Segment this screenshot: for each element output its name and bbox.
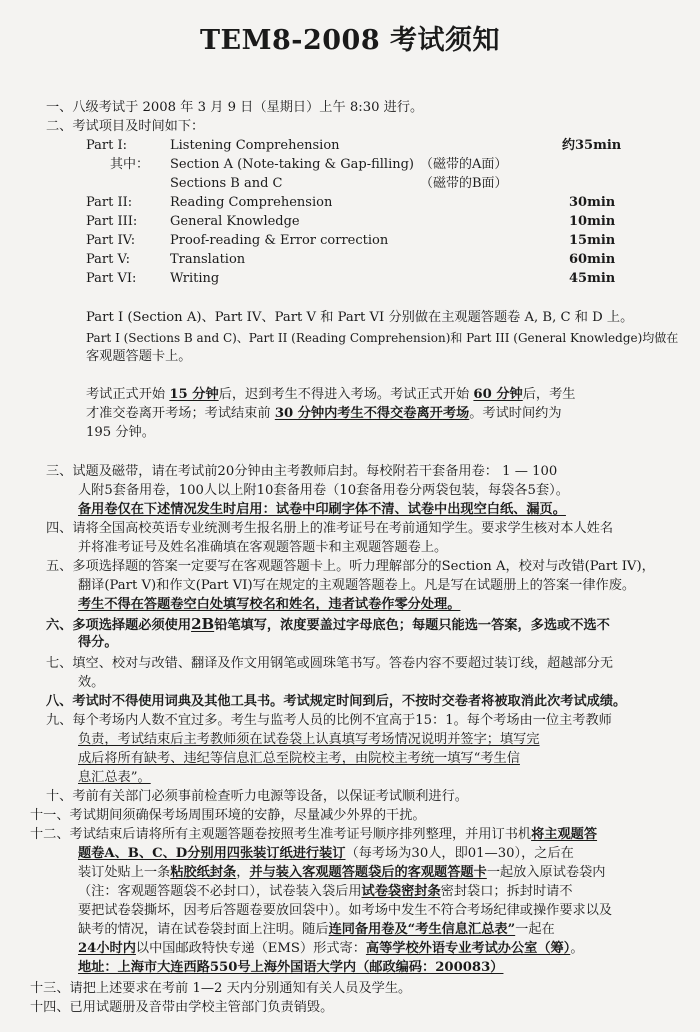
schedule-part-time: 约35min	[562, 138, 622, 153]
item-9-cont-1: 负责，考试结束后主考教师须在试卷袋上认真填写考场情况说明并签字；填写完	[78, 732, 540, 747]
item-2: 二、考试项目及时间如下：	[46, 119, 205, 134]
item-4-cont: 并将准考证号及姓名准确填在客观题答题卡和主观题答题卷上。	[78, 540, 448, 555]
schedule-tape-b: （磁带的B面）	[420, 176, 508, 191]
schedule-part-label: Part III:	[86, 214, 138, 229]
schedule-part-name: Proof-reading & Error correction	[170, 233, 389, 248]
schedule-part-label: Part I:	[86, 138, 127, 153]
item-12-line-5: 要把试卷袋撕坏，因考后答题卷要放回袋中）。如考场中发生不符合考场纪律或操作要求以及	[78, 903, 613, 918]
item-4: 四、请将全国高校英语专业统测考生报名册上的准考证号在考前通知学生。要求学生核对本人姓名	[46, 521, 614, 536]
mailing-address: 地址：上海市大连西路550号上海外国语大学内（邮政编码：200083）	[78, 960, 504, 975]
item-1: 一、八级考试于 2008 年 3 月 9 日（星期日）上午 8:30 进行。	[46, 100, 424, 115]
item-12-line-3: 装订处贴上一条粘胶纸封条，并与装入客观题答题袋后的客观题答题卡一起放入原试卷袋内	[78, 865, 606, 880]
schedule-part-time: 30min	[569, 195, 616, 210]
schedule-part-name: Listening Comprehension	[170, 138, 340, 153]
schedule-part-name: General Knowledge	[170, 214, 300, 229]
schedule-part-time: 15min	[569, 233, 616, 248]
timing-rule-line-3: 195 分钟。	[86, 425, 155, 440]
item-12-line-6: 缺考的情况，请在试卷袋封面上注明。随后连同备用卷及“考生信息汇总表”一起在	[78, 922, 555, 937]
item-7: 七、填空、校对与改错、翻译及作文用钢笔或圆珠笔书写。答卷内容不要超过装订线，超越部分无	[46, 656, 614, 671]
schedule-section-a: Section A (Note-taking & Gap-filling)	[170, 157, 414, 172]
item-9-cont-2: 成后将所有缺考、违纪等信息汇总至院校主考，由院校主考统一填写“考生信	[78, 751, 520, 766]
item-12-line-4: （注：客观题答题袋不必封口），试卷装入袋后用试卷袋密封条密封袋口；拆封时请不	[78, 884, 573, 899]
item-5-warning: 考生不得在答题卷空白处填写校名和姓名，违者试卷作零分处理。	[78, 597, 461, 612]
item-12: 十二、考试结束后请将所有主观题答题卷按照考生准考证号顺序排列整理，并用订书机将主观题答	[30, 827, 598, 842]
timing-rule-line-2: 才准交卷离开考场；考试结束前 30 分钟内考生不得交卷离开考场。考试时间约为	[86, 406, 562, 421]
page-title: TEM8-2008 考试须知	[199, 25, 501, 56]
item-3-spare-rule: 备用卷仅在下述情况发生时启用：试卷中印刷字体不清、试卷中出现空白纸、漏页。	[78, 502, 566, 517]
item-11: 十一、考试期间须确保考场周围环境的安静，尽量减少外界的干扰。	[30, 808, 426, 823]
schedule-part-time: 10min	[569, 214, 616, 229]
item-6-cont: 得分。	[78, 635, 118, 650]
schedule-part-name: Writing	[170, 271, 220, 286]
answer-card-note-cont: 客观题答题卡上。	[86, 349, 192, 364]
item-5: 五、多项选择题的答案一定要写在客观题答题卡上。听力理解部分的Section A，校对与改错(Part IV)，	[46, 559, 655, 574]
item-12-line-2: 题卷A、B、C、D分别用四张装订纸进行装订（每考场为30人，即01—30），之后在	[78, 846, 574, 861]
item-9: 九、每个考场内人数不宜过多。考生与监考人员的比例不宜高于15：1。每个考场由一位主考教师	[46, 713, 612, 728]
answer-sheet-note: Part I (Section A)、Part IV、Part V 和 Part VI 分别做在主观题答题卷 A, B, C 和 D 上。	[86, 310, 634, 325]
item-10: 十、考前有关部门必须事前检查听力电源等设备，以保证考试顺利进行。	[46, 789, 468, 804]
schedule-part-name: Reading Comprehension	[170, 195, 333, 210]
schedule-part-label: Part II:	[86, 195, 133, 210]
item-8: 八、考试时不得使用词典及其他工具书。考试规定时间到后，不按时交卷者将被取消此次考试成绩。	[46, 694, 627, 709]
schedule-part-time: 45min	[569, 271, 616, 286]
schedule-tape-a: （磁带的A面）	[420, 157, 508, 172]
item-7-cont: 效。	[78, 675, 105, 690]
item-13: 十三、请把上述要求在考前 1—2 天内分别通知有关人员及学生。	[30, 981, 412, 996]
item-6: 六、多项选择题必须使用2B铅笔填写，浓度要盖过字母底色；每题只能选一答案，多选或不选不	[46, 615, 610, 633]
item-3: 三、试题及磁带，请在考试前20分钟由主考教师启封。每校附若干套备用卷： 1 — 100	[46, 464, 558, 479]
schedule-among-label: 其中：	[110, 157, 150, 172]
schedule-part-label: Part V:	[86, 252, 130, 267]
item-3-cont: 人附5套备用卷，100人以上附10套备用卷（10套备用卷分两袋包装，每袋各5套）。	[78, 483, 569, 498]
schedule-part-time: 60min	[569, 252, 616, 267]
schedule-part-label: Part IV:	[86, 233, 136, 248]
item-12-line-7: 24小时内以中国邮政特快专递（EMS）形式寄：高等学校外语专业考试办公室（筹）。	[78, 941, 584, 956]
item-5-cont: 翻译(Part V)和作文(Part VI)写在规定的主观题答题卷上。凡是写在试题册上的答案一律作废。	[78, 578, 636, 593]
schedule-part-label: Part VI:	[86, 271, 137, 286]
timing-rule-line-1: 考试正式开始 15 分钟后，迟到考生不得进入考场。考试正式开始 60 分钟后，考生	[86, 387, 576, 402]
answer-card-note: Part I (Sections B and C)、Part II (Reading Comprehension)和 Part III (General Knowledge)均做在	[86, 331, 679, 345]
item-14: 十四、已用试题册及音带由学校主管部门负责销毁。	[30, 1000, 334, 1015]
item-9-cont-3: 息汇总表”。	[78, 770, 151, 785]
schedule-section-bc: Sections B and C	[170, 176, 283, 191]
schedule-part-name: Translation	[170, 252, 246, 267]
